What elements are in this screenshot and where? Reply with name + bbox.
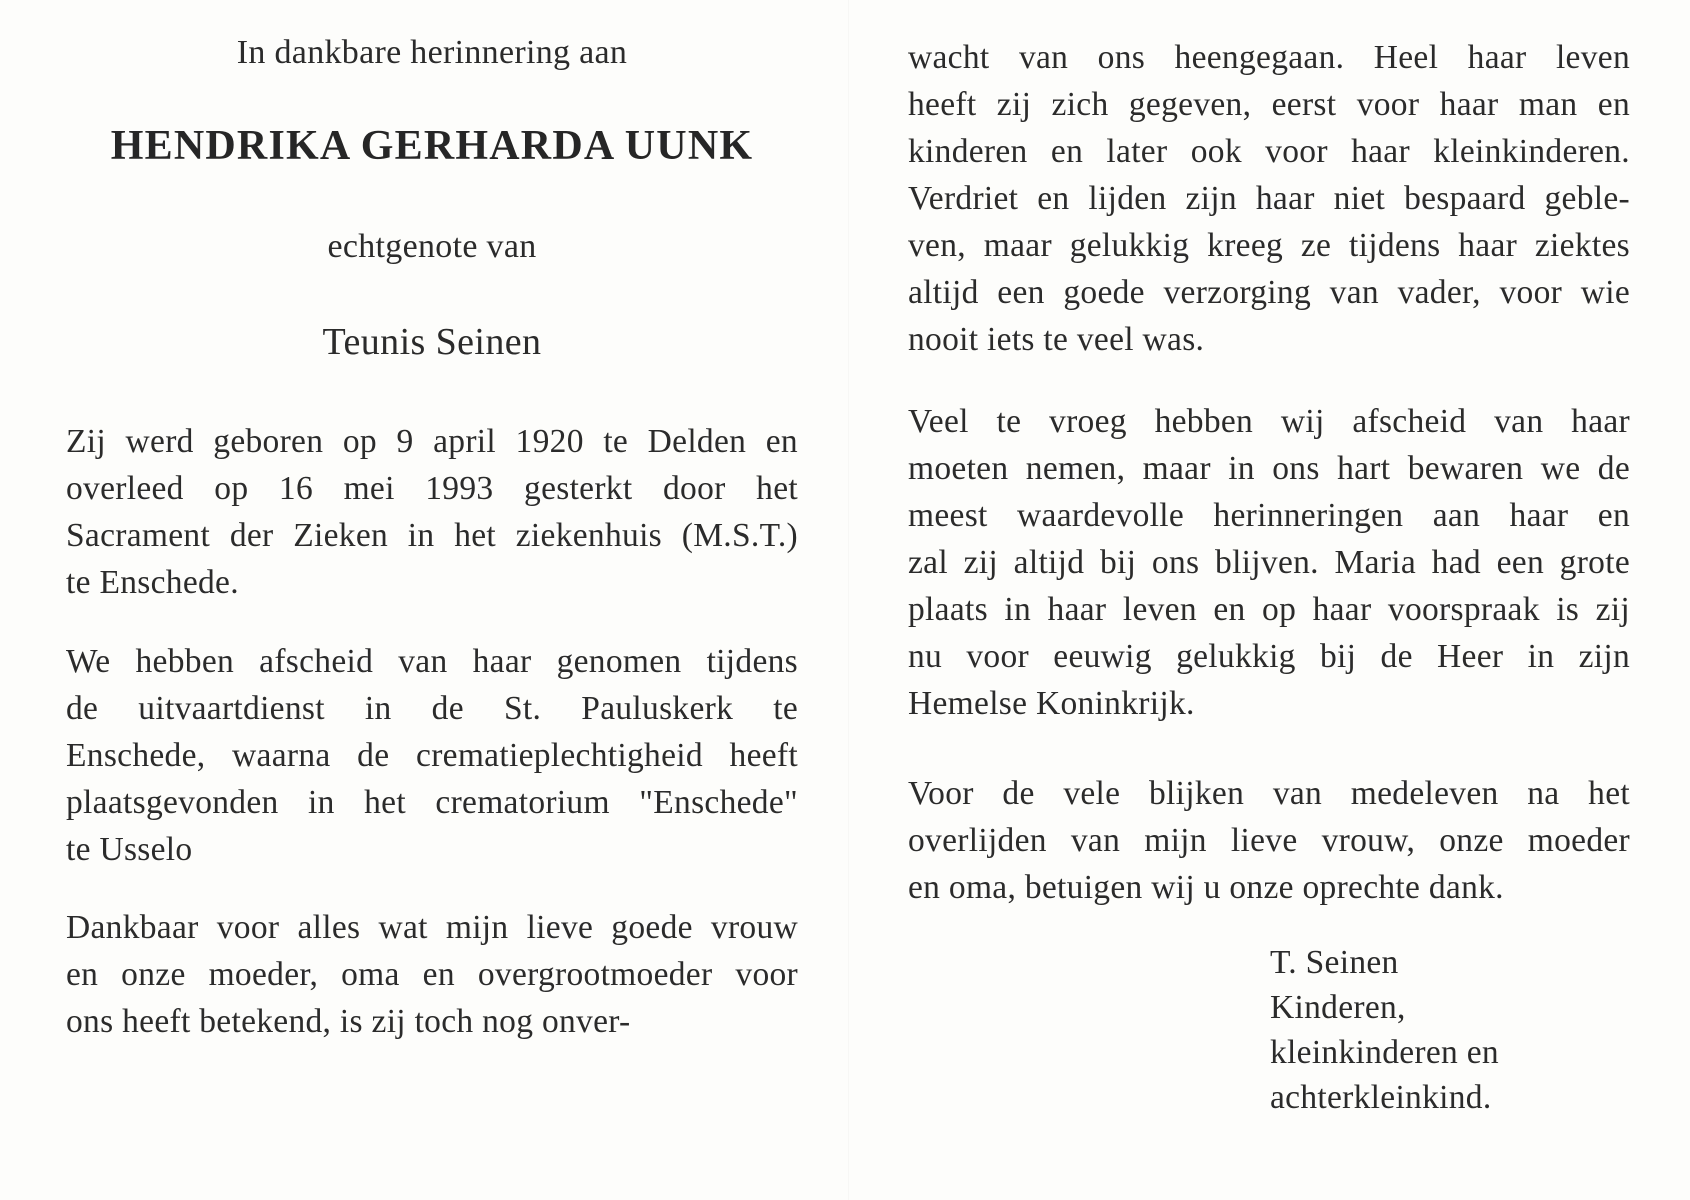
text-line: We hebben afscheid van haar genomen tijdens <box>66 643 798 680</box>
text-line: ons heeft betekend, is zij toch nog onver- <box>66 1003 631 1040</box>
deceased-name: HENDRIKA GERHARDA UUNK <box>110 123 754 169</box>
text-line: ven, maar gelukkig kreeg ze tijdens haar ziektes <box>908 227 1630 264</box>
signature-line: T. Seinen <box>1270 944 1399 981</box>
text-line: zal zij altijd bij ons blijven. Maria had een grote <box>908 544 1630 581</box>
text-line: overlijden van mijn lieve vrouw, onze moeder <box>908 822 1630 859</box>
text-line: te Enschede. <box>66 564 239 601</box>
text-line: Dankbaar voor alles wat mijn lieve goede vrouw <box>66 909 798 946</box>
signature-block <box>1270 940 1499 1120</box>
text-line: te Usselo <box>66 831 193 868</box>
signature-line: kleinkinderen en <box>1270 1034 1499 1071</box>
text-line: de uitvaartdienst in de St. Pauluskerk te <box>66 690 798 727</box>
thanks-paragraph <box>908 770 1630 911</box>
left-column <box>66 0 798 1200</box>
text-line: Zij werd geboren op 9 april 1920 te Delden en <box>66 423 798 460</box>
text-line: overleed op 16 mei 1993 gesterkt door het <box>66 470 798 507</box>
text-line: Hemelse Koninkrijk. <box>908 685 1195 722</box>
spouse-of-text: echtgenote van <box>327 228 537 265</box>
fold-line <box>848 0 849 1200</box>
text-line: wacht van ons heengegaan. Heel haar leven <box>908 39 1630 76</box>
text-line: nu voor eeuwig gelukkig bij de Heer in zijn <box>908 638 1630 675</box>
text-line: plaatsgevonden in het crematorium "Enschede" <box>66 784 798 821</box>
gratitude-paragraph <box>66 904 798 1045</box>
text-line: en onze moeder, oma en overgrootmoeder voor <box>66 956 798 993</box>
signature-line: achterkleinkind. <box>1270 1079 1492 1116</box>
spouse-name: Teunis Seinen <box>322 321 542 363</box>
text-line: altijd een goede verzorging van vader, voor wie <box>908 274 1630 311</box>
text-line: nooit iets te veel was. <box>908 321 1205 358</box>
text-line: moeten nemen, maar in ons hart bewaren we de <box>908 450 1630 487</box>
funeral-paragraph <box>66 638 798 873</box>
signature-line: Kinderen, <box>1270 989 1406 1026</box>
text-line: kinderen en later ook voor haar kleinkinderen. <box>908 133 1630 170</box>
life-paragraph <box>908 34 1630 363</box>
farewell-paragraph <box>908 398 1630 727</box>
text-line: Veel te vroeg hebben wij afscheid van haar <box>908 403 1630 440</box>
text-line: meest waardevolle herinneringen aan haar en <box>908 497 1630 534</box>
right-column <box>908 0 1630 1200</box>
intro-text: In dankbare herinnering aan <box>236 34 628 71</box>
text-line: Enschede, waarna de crematieplechtigheid heeft <box>66 737 798 774</box>
text-line: plaats in haar leven en op haar voorspraak is zij <box>908 591 1630 628</box>
text-line: Verdriet en lijden zijn haar niet bespaard geble- <box>908 180 1630 217</box>
birth-death-paragraph <box>66 418 798 606</box>
text-line: heeft zij zich gegeven, eerst voor haar man en <box>908 86 1630 123</box>
text-line: Voor de vele blijken van medeleven na het <box>908 775 1630 812</box>
text-line: en oma, betuigen wij u onze oprechte dank. <box>908 869 1504 906</box>
text-line: Sacrament der Zieken in het ziekenhuis (M.S.T.) <box>66 517 798 554</box>
